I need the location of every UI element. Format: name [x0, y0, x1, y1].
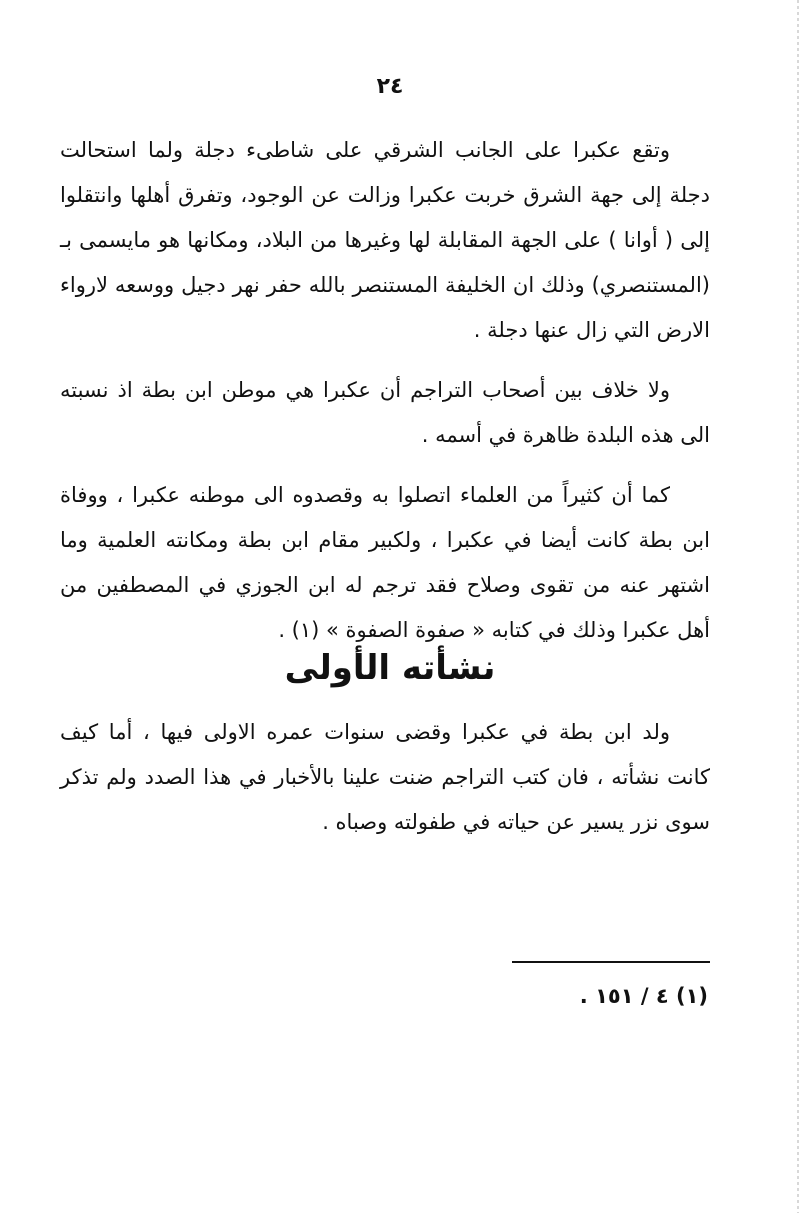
section-heading: نشأته الأولى	[284, 648, 496, 688]
body-text	[60, 128, 710, 653]
footnote-divider	[512, 961, 710, 963]
section-body	[60, 710, 710, 845]
paragraph-birthplace: ولا خلاف بين أصحاب التراجم أن عكبرا هي موطن ابن بطة اذ نسبته الى هذه البلدة ظاهرة في أسمه .	[60, 378, 710, 447]
page-number: ٢٤	[376, 74, 404, 99]
footnote: (١) ٤ / ١٥١ .	[579, 984, 708, 1008]
paragraph-akbara-location: وتقع عكبرا على الجانب الشرقي على شاطىء دجلة ولما استحالت دجلة إلى جهة الشرق خربت عكبرا وزالت عن الوجود، وتفرق أهلها وانتقلوا إلى ( أوانا ) على الجهة المقابلة لها وغيرها من البلاد، ومكانها هو مايسمى بـ (المستنصري) وذلك ان الخليفة المستنصر بالله حفر نهر دجيل ووسعه لارواء الارض التي زال عنها دجلة .	[60, 138, 710, 342]
paragraph-upbringing: ولد ابن بطة في عكبرا وقضى سنوات عمره الاولى فيها ، أما كيف كانت نشأته ، فان كتب التراجم ضنت علينا بالأخبار في هذا الصدد ولم تذكر سوى نزر يسير عن حياته في طفولته وصباه .	[60, 720, 710, 834]
paragraph-scholars: كما أن كثيراً من العلماء اتصلوا به وقصدوه الى موطنه عكبرا ، ووفاة ابن بطة كانت أيضا في عكبرا ، ولكبير مقام ابن بطة ومكانته العلمية وما اشتهر عنه من تقوى وصلاح فقد ترجم له ابن الجوزي في المصطفين من أهل عكبرا وذلك في كتابه « صفوة الصفوة » (١) .	[60, 483, 710, 642]
scan-edge	[797, 0, 799, 1213]
